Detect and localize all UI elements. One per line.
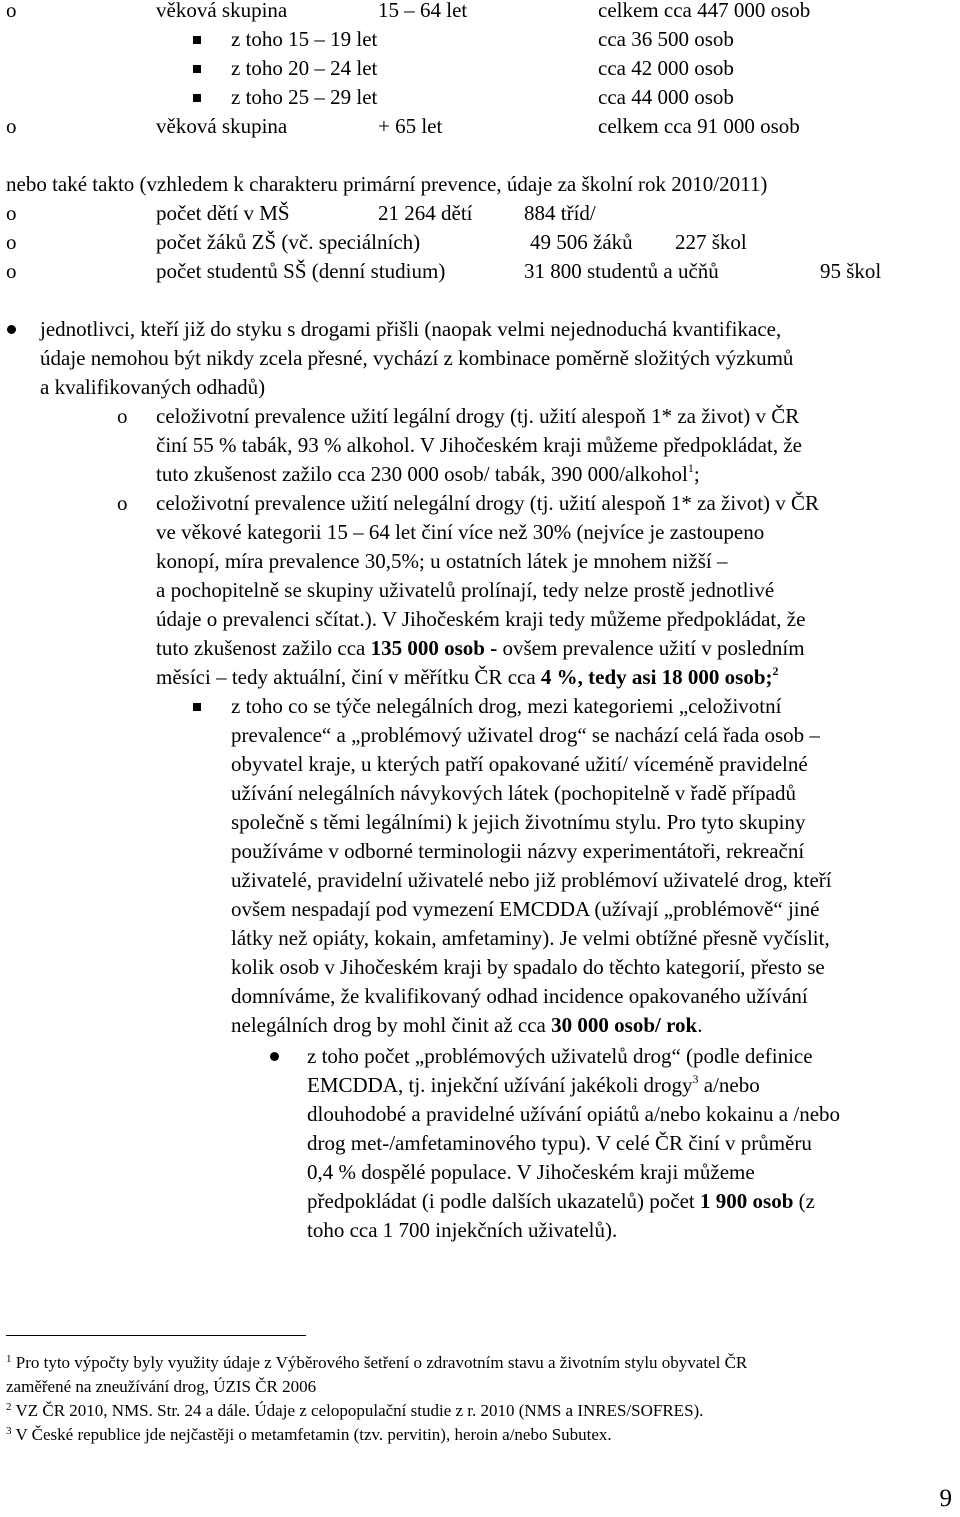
page-number: 9	[939, 1485, 952, 1512]
school-value: 884 tříd/	[524, 201, 596, 225]
paragraph-line	[156, 634, 805, 663]
school-label: počet žáků ZŠ (vč. speciálních)	[156, 230, 421, 254]
intro-text: nebo také takto (vzhledem k charakteru primární prevence, údaje za školní rok 2010/2011)	[6, 172, 768, 196]
paragraph-line: konopí, míra prevalence 30,5%; u ostatních látek je mnohem nižší –	[156, 549, 728, 573]
text-run: (z	[793, 1189, 815, 1213]
text-run: předpokládat (i podle dalších ukazatelů) počet	[307, 1189, 701, 1213]
list-marker: o	[6, 230, 17, 254]
age-value: cca 44 000 osob	[598, 85, 734, 109]
age-label: věková skupina	[156, 114, 288, 138]
footnote-text: Pro tyto výpočty byly využity údaje z Výběrového šetření o zdravotním stavu a životním stylu obyvatel ČR	[15, 1353, 748, 1372]
paragraph-line	[307, 1187, 815, 1216]
square-bullet	[193, 65, 201, 73]
paragraph-line: používáme v odborné terminologii názvy experimentátoři, rekreační	[231, 839, 805, 863]
paragraph-line: obyvatel kraje, u kterých patří opakované užití/ víceméně pravidelné	[231, 752, 808, 776]
paragraph-line: údaje nemohou být nikdy zcela přesné, vychází z kombinace poměrně složitých výzkumů	[40, 346, 794, 370]
list-marker: o	[117, 491, 128, 515]
paragraph-line: celoživotní prevalence užití legální drogy (tj. užití alespoň 1* za život) v ČR	[156, 404, 800, 428]
school-value: 49 506 žáků	[530, 230, 633, 254]
square-bullet	[193, 703, 201, 711]
age-value: celkem cca 91 000 osob	[598, 114, 800, 138]
text-run: EMCDDA, tj. injekční užívání jakékoli drogy	[307, 1073, 693, 1097]
list-marker: o	[6, 201, 17, 225]
bold-text: 135 000 osob -	[370, 636, 498, 660]
footnote	[6, 1351, 747, 1375]
text-run: ;	[693, 462, 700, 486]
text-run: tuto zkušenost zažilo cca 230 000 osob/ tabák, 390 000/alkohol	[156, 462, 688, 486]
age-value: cca 36 500 osob	[598, 27, 734, 51]
bold-text: 30 000 osob/ rok	[551, 1013, 698, 1037]
paragraph-line: údaje o prevalenci sčítat.). V Jihočeském kraji tedy můžeme předpokládat, že	[156, 607, 806, 631]
text-run: .	[697, 1013, 703, 1037]
age-label: z toho 20 – 24 let	[231, 56, 378, 80]
footnote-number: 1	[6, 1353, 12, 1365]
school-value: 31 800 studentů a učňů	[524, 259, 719, 283]
paragraph-line: domníváme, že kvalifikovaný odhad incidence opakovaného užívání	[231, 984, 808, 1008]
paragraph-line: látky než opiáty, kokain, amfetaminy). Je velmi obtížné přesně vyčíslit,	[231, 926, 830, 950]
footnote-text: zaměřené na zneužívání drog, ÚZIS ČR 2006	[6, 1377, 317, 1396]
paragraph-line: ve věkové kategorii 15 – 64 let činí více než 30% (nejvíce je zastoupeno	[156, 520, 765, 544]
paragraph-line	[307, 1071, 760, 1100]
round-bullet	[7, 325, 16, 334]
footnote-separator	[6, 1335, 306, 1336]
paragraph-line: společně s těmi legálními) k jejich životnímu stylu. Pro tyto skupiny	[231, 810, 806, 834]
list-marker: o	[6, 259, 17, 283]
paragraph-line: činí 55 % tabák, 93 % alkohol. V Jihočeském kraji můžeme předpokládat, že	[156, 433, 802, 457]
footnote-text: V České republice jde nejčastěji o metamfetamin (tzv. pervitin), heroin a/nebo Subutex.	[15, 1425, 612, 1444]
age-value: celkem cca 447 000 osob	[598, 0, 811, 22]
paragraph-line: a kvalifikovaných odhadů)	[40, 375, 266, 399]
age-label: z toho 25 – 29 let	[231, 85, 378, 109]
paragraph-line: užívání nelegálních návykových látek (pochopitelně v řadě případů	[231, 781, 797, 805]
footnote-number: 2	[6, 1401, 12, 1413]
text-run: nelegálních drog by mohl činit až cca	[231, 1013, 552, 1037]
footnote-ref: 3	[692, 1072, 699, 1086]
paragraph-line: toho cca 1 700 injekčních uživatelů).	[307, 1218, 618, 1242]
bold-text: 4 %, tedy asi 18 000 osob;	[540, 665, 773, 689]
paragraph-line: dlouhodobé a pravidelné užívání opiátů a/nebo kokainu a /nebo	[307, 1102, 841, 1126]
paragraph-line: z toho počet „problémových uživatelů drog“ (podle definice	[307, 1044, 813, 1068]
paragraph-line: a pochopitelně se skupiny uživatelů prolínají, tedy nelze prostě jednotlivé	[156, 578, 775, 602]
age-value: cca 42 000 osob	[598, 56, 734, 80]
age-label: věková skupina	[156, 0, 288, 22]
age-range: + 65 let	[378, 114, 443, 138]
footnote-text: VZ ČR 2010, NMS. Str. 24 a dále. Údaje z celopopulační studie z r. 2010 (NMS a INRES/SOFRES).	[15, 1401, 704, 1420]
paragraph-line: z toho co se týče nelegálních drog, mezi kategoriemi „celoživotní	[231, 694, 782, 718]
round-bullet	[270, 1052, 279, 1061]
footnote-ref: 2	[772, 664, 779, 678]
text-run: a/nebo	[698, 1073, 760, 1097]
school-value: 227 škol	[675, 230, 747, 254]
list-marker: o	[6, 114, 17, 138]
bold-text: 1 900 osob	[700, 1189, 794, 1213]
text-run: ovšem prevalence užití v posledním	[497, 636, 805, 660]
paragraph-line: drog met-/amfetaminového typu). V celé ČR činí v průměru	[307, 1131, 812, 1155]
text-run: měsíci – tedy aktuální, činí v měřítku ČR cca	[156, 665, 541, 689]
paragraph-line: uživatelé, pravidelní uživatelé nebo již problémoví uživatelé drog, kteří	[231, 868, 832, 892]
paragraph-line: 0,4 % dospělé populace. V Jihočeském kraji můžeme	[307, 1160, 755, 1184]
paragraph-line: ovšem nespadají pod vymezení EMCDDA (užívají „problémově“ jiné	[231, 897, 820, 921]
paragraph-line: kolik osob v Jihočeském kraji by spadalo do těchto kategorií, přesto se	[231, 955, 825, 979]
footnote	[6, 1399, 703, 1423]
text-run: tuto zkušenost zažilo cca	[156, 636, 371, 660]
paragraph-line	[156, 663, 779, 692]
school-label: počet studentů SŠ (denní studium)	[156, 259, 446, 283]
footnote-number: 3	[6, 1425, 12, 1437]
footnote	[6, 1423, 612, 1447]
paragraph-line: prevalence“ a „problémový uživatel drog“ se nachází celá řada osob –	[231, 723, 820, 747]
footnote-ref: 1	[687, 461, 694, 475]
school-value: 21 264 dětí	[378, 201, 473, 225]
square-bullet	[193, 94, 201, 102]
paragraph-line: celoživotní prevalence užití nelegální drogy (tj. užití alespoň 1* za život) v ČR	[156, 491, 820, 515]
square-bullet	[193, 36, 201, 44]
age-label: z toho 15 – 19 let	[231, 27, 378, 51]
paragraph-line	[231, 1011, 702, 1040]
list-marker: o	[117, 404, 128, 428]
age-range: 15 – 64 let	[378, 0, 468, 22]
paragraph-line: jednotlivci, kteří již do styku s drogami přišli (naopak velmi nejednoduchá kvantifikace,	[40, 317, 782, 341]
school-value: 95 škol	[820, 259, 882, 283]
paragraph-line	[156, 460, 700, 489]
footnote	[6, 1375, 316, 1399]
list-marker: o	[6, 0, 17, 22]
school-label: počet dětí v MŠ	[156, 201, 290, 225]
